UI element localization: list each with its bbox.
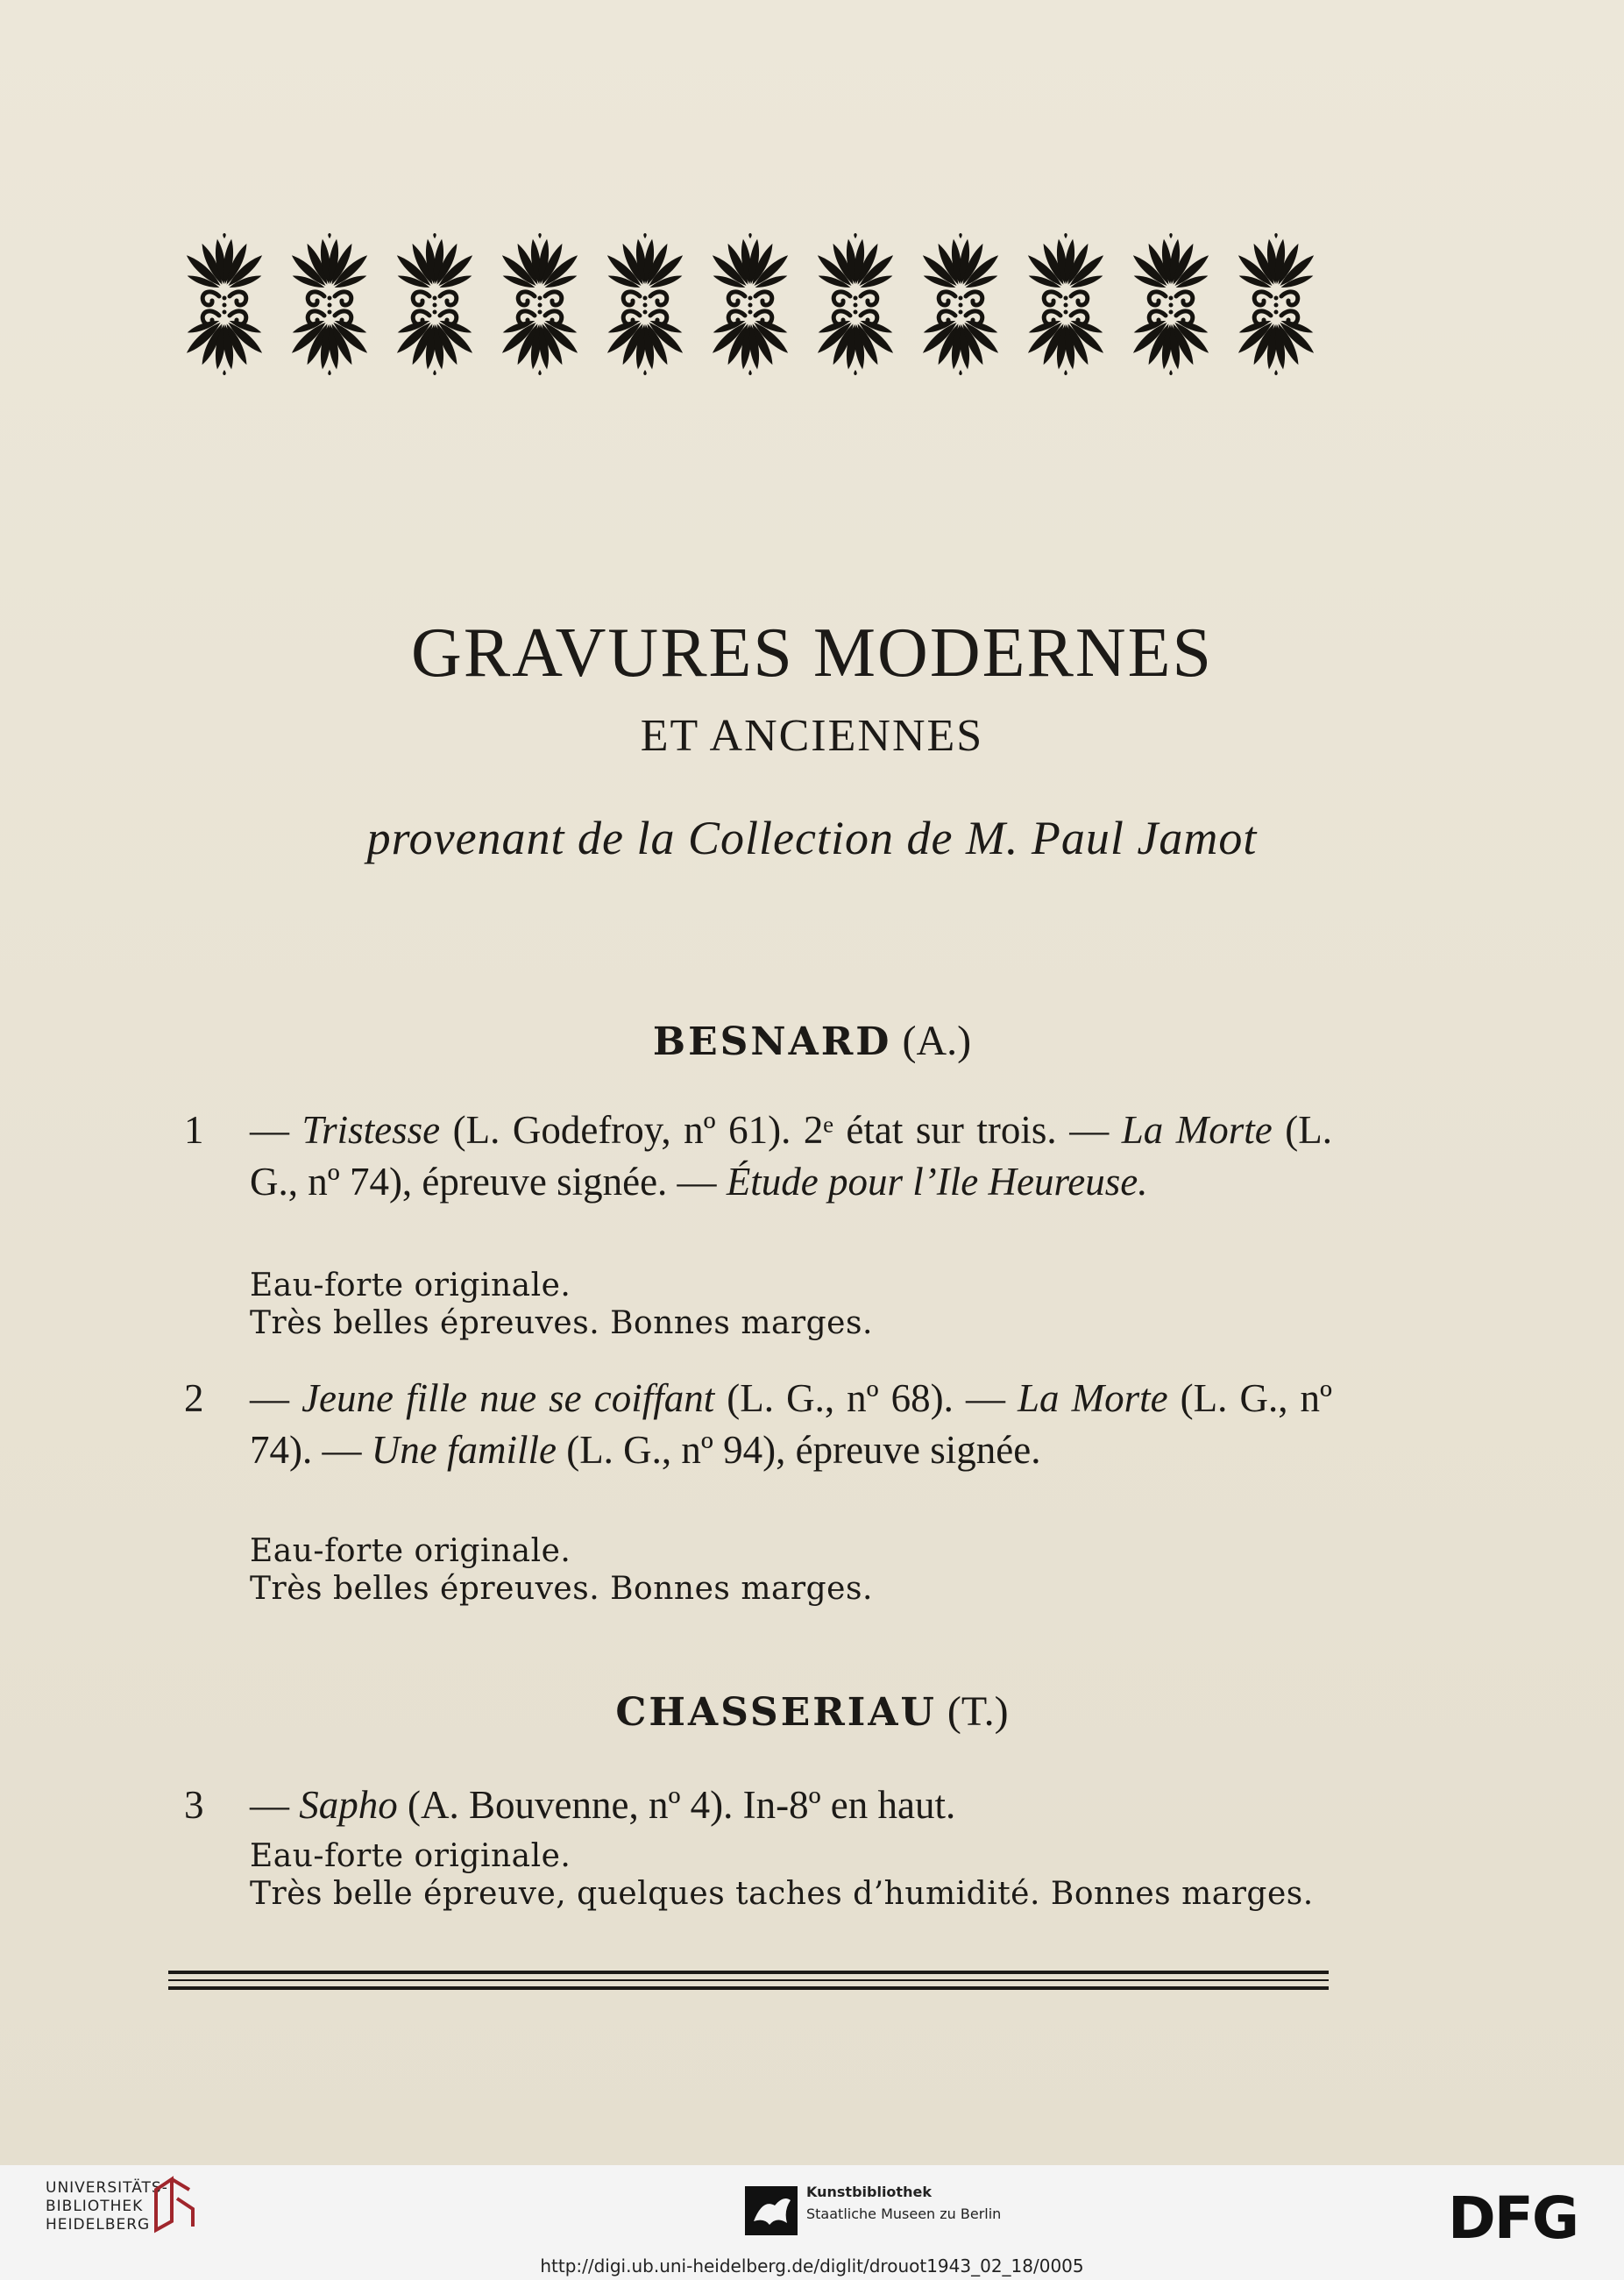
catalog-entry-2 (184, 1373, 1332, 1476)
ornament-dot (223, 310, 227, 315)
ornament-dot (538, 303, 543, 308)
condition-line: Très belles épreuves. Bonnes marges. (250, 1571, 873, 1607)
palmette-leaf (1131, 318, 1212, 375)
condition-line: Très belles épreuves. Bonnes marges. (250, 1305, 873, 1341)
work-title: Une famille (371, 1428, 557, 1472)
ornament-dot (328, 296, 332, 301)
scroll-curl (623, 292, 640, 305)
entry-detail: (L. G., nº 74), épreuve signée. — (250, 1108, 1333, 1204)
ornament-dot (223, 303, 227, 308)
condition-line: Très belle épreuve, quelques taches d’humidité. Bonnes marges. (250, 1876, 1314, 1912)
work-title: Étude pour l’Ile Heureuse. (726, 1160, 1148, 1204)
scroll-curl (1149, 292, 1166, 305)
scroll-curl (861, 292, 877, 305)
artist-initial: (T.) (947, 1688, 1009, 1735)
closing-rule (168, 1986, 1329, 1990)
ornament-dot (959, 296, 963, 301)
palmette-leaf (1131, 233, 1212, 290)
ornament-dot (854, 303, 858, 308)
palmette-leaf (710, 233, 791, 290)
technique-line: Eau-forte originale. (250, 1838, 571, 1874)
palmette-leaf (500, 318, 581, 375)
ornament-dot (1169, 303, 1174, 308)
ornament-dot (748, 303, 753, 308)
scroll-curl (440, 292, 457, 305)
entry-number: 1 (184, 1108, 204, 1152)
scroll-curl (1254, 292, 1271, 305)
entry-detail: (L. Godefroy, nº 61). 2ᵉ état sur trois. — (440, 1108, 1122, 1152)
palmette-leaf (1236, 233, 1317, 290)
entry-text (250, 1779, 1332, 1831)
palmette-leaf (710, 318, 791, 375)
palmette-leaf (1236, 318, 1317, 375)
dfg-logo[interactable]: DFG (1448, 2184, 1578, 2252)
palmette-leaf (394, 233, 476, 290)
scroll-curl (1071, 292, 1088, 305)
scroll-curl (1044, 292, 1060, 305)
entry-detail: (A. Bouvenne, nº 4). In-8º en haut. (397, 1783, 956, 1827)
page-subtitle: ET ANCIENNES (640, 711, 984, 761)
palmette-leaf (815, 318, 897, 375)
scroll-curl (518, 292, 535, 305)
scroll-curl (650, 292, 667, 305)
artist-name: CHASSERIAU (615, 1690, 937, 1735)
ornament-dot (854, 296, 858, 301)
entry-text (250, 1104, 1332, 1208)
palmette-leaf (1025, 318, 1107, 375)
work-title: La Morte (1018, 1376, 1168, 1420)
technique-line: Eau-forte originale. (250, 1268, 571, 1303)
scroll-curl (833, 292, 850, 305)
scroll-curl (230, 292, 246, 305)
kunstbibliothek-label[interactable]: Kunstbibliothek Staatliche Museen zu Berlin (806, 2184, 1002, 2222)
artist-initial: (A.) (902, 1018, 972, 1064)
scroll-curl (202, 292, 219, 305)
entry-detail: (L. G., nº 94), épreuve signée. (556, 1428, 1041, 1472)
entry-note-3 (250, 1837, 1314, 1913)
scroll-curl (755, 292, 772, 305)
palmette-leaf (289, 318, 371, 375)
scroll-curl (545, 292, 562, 305)
entry-dash: — (250, 1108, 289, 1152)
work-title: La Morte (1121, 1108, 1273, 1152)
catalog-entry-3 (184, 1779, 1332, 1831)
scroll-curl (966, 292, 982, 305)
palmette-leaf (1025, 233, 1107, 290)
ornament-dot (748, 296, 753, 301)
entry-number: 3 (184, 1783, 204, 1827)
entry-note-2 (250, 1532, 873, 1608)
entry-dash: — (250, 1376, 289, 1420)
palmette-leaf (394, 318, 476, 375)
artist-heading-besnard (0, 1017, 1624, 1065)
palmette-leaf (815, 233, 897, 290)
ornament-dot (1169, 310, 1174, 315)
closing-rule (168, 1971, 1329, 1974)
palmette-leaf (920, 318, 1002, 375)
technique-line: Eau-forte originale. (250, 1533, 571, 1569)
work-title: Tristesse (301, 1108, 441, 1152)
work-title: Jeune fille nue se coiffant (301, 1376, 715, 1420)
ornament-dot (538, 310, 543, 315)
ornament-dot (643, 296, 648, 301)
scroll-curl (1176, 292, 1193, 305)
ornament-dot (1169, 296, 1174, 301)
ornament-dot (1064, 310, 1068, 315)
digitization-footer (0, 2165, 1624, 2280)
scroll-curl (728, 292, 745, 305)
ornament-dot (538, 296, 543, 301)
ornament-dot (959, 310, 963, 315)
ornament-dot (223, 296, 227, 301)
ornament-dot (1274, 303, 1279, 308)
ornament-dot (433, 296, 437, 301)
scroll-curl (939, 292, 955, 305)
permalink-url[interactable]: http://digi.ub.uni-heidelberg.de/diglit/drouot1943_02_18/0005 (540, 2255, 1084, 2276)
entry-dash: — (250, 1783, 289, 1827)
ornament-dot (328, 303, 332, 308)
ornament-dot (643, 310, 648, 315)
scroll-curl (413, 292, 429, 305)
ornament-dot (1064, 296, 1068, 301)
ornament-dot (854, 310, 858, 315)
page-title: GRAVURES MODERNES (411, 614, 1213, 692)
palmette-leaf (500, 233, 581, 290)
entry-note-1 (250, 1267, 873, 1342)
ornament-dot (328, 310, 332, 315)
ornament-dot (1274, 310, 1279, 315)
entry-detail: (L. G., nº 68). — (714, 1376, 1018, 1420)
university-library-label[interactable]: UNIVERSITÄTS- BIBLIOTHEK HEIDELBERG (46, 2179, 168, 2234)
palmette-frieze-ornament (172, 212, 1329, 396)
palmette-leaf (605, 318, 686, 375)
ornament-dot (433, 310, 437, 315)
entry-text (250, 1373, 1332, 1476)
artist-name: BESNARD (652, 1019, 892, 1064)
ornament-dot (1274, 296, 1279, 301)
palmette-leaf (289, 233, 371, 290)
palmette-leaf (605, 233, 686, 290)
entry-detail: (L. G., nº 74). — (250, 1376, 1332, 1472)
scroll-curl (335, 292, 351, 305)
heidelberg-university-library-logo[interactable] (151, 2172, 200, 2234)
kunstbibliothek-eagle-logo[interactable] (745, 2186, 798, 2235)
palmette-leaf (184, 233, 266, 290)
palmette-leaf (184, 318, 266, 375)
artist-heading-chasseriau (0, 1687, 1624, 1736)
ornament-dot (748, 310, 753, 315)
catalog-entry-1 (184, 1104, 1332, 1208)
scroll-curl (1281, 292, 1298, 305)
provenance-line: provenant de la Collection de M. Paul Jamot (366, 812, 1258, 864)
work-title: Sapho (299, 1783, 398, 1827)
ornament-dot (433, 303, 437, 308)
entry-number: 2 (184, 1376, 204, 1420)
ornament-dot (959, 303, 963, 308)
scroll-curl (308, 292, 324, 305)
ornament-dot (1064, 303, 1068, 308)
ornament-dot (643, 303, 648, 308)
closing-rule (168, 1979, 1329, 1981)
palmette-leaf (920, 233, 1002, 290)
